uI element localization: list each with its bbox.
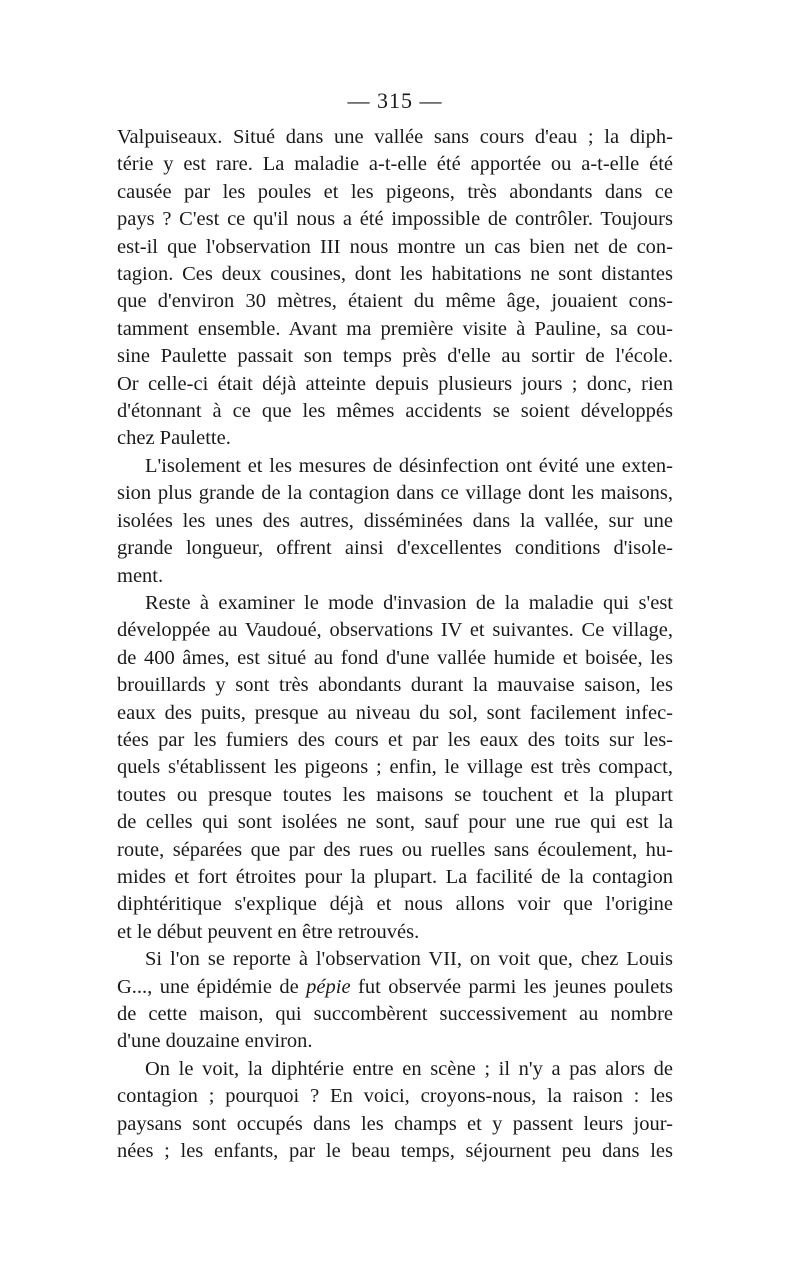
text-line: Or celle-ci était déjà atteinte depuis plusieurs jours ; donc, rien <box>117 372 673 395</box>
text-line: de cette maison, qui succombèrent successivement au nombre <box>117 1003 673 1025</box>
italic-term: pépie <box>306 975 351 998</box>
paragraph <box>117 590 673 946</box>
text-line: L'isolement et les mesures de désinfection ont évité une exten- <box>145 454 673 477</box>
text-line: nées ; les enfants, par le beau temps, séjournent peu dans les <box>117 1140 673 1163</box>
text-line: eaux des puits, presque au niveau du sol, sont facilement infec- <box>117 701 673 724</box>
text-line: pays ? C'est ce qu'il nous a été impossible de contrôler. Toujours <box>117 208 673 231</box>
text-line: Si l'on se reporte à l'observation VII, on voit que, chez Louis <box>145 948 673 971</box>
text-line: isolées les unes des autres, disséminées dans la vallée, sur une <box>117 509 673 532</box>
text-line: de 400 âmes, est situé au fond d'une vallée humide et boisée, les <box>117 646 673 669</box>
text-line: grande longueur, offrent ainsi d'excellentes conditions d'isole- <box>117 537 673 560</box>
text-line: sion plus grande de la contagion dans ce village dont les maisons, <box>117 482 673 505</box>
text-line: contagion ; pourquoi ? En voici, croyons-nous, la raison : les <box>117 1085 673 1108</box>
page-number: — 315 — <box>347 88 443 113</box>
text-line: d'une douzaine environ. <box>117 1030 313 1053</box>
text-line: ment. <box>117 564 164 587</box>
text-line: de celles qui sont isolées ne sont, sauf pour une rue qui est la <box>117 811 673 834</box>
text-line: Valpuiseaux. Situé dans une vallée sans cours d'eau ; la diph- <box>117 126 673 148</box>
paragraph <box>117 453 673 590</box>
text-line: d'étonnant à ce que les mêmes accidents se soient développés <box>117 400 673 423</box>
text-line: térie y est rare. La maladie a-t-elle été apportée ou a-t-elle été <box>117 153 673 176</box>
text-line: que d'environ 30 mètres, étaient du même âge, jouaient cons- <box>117 290 673 313</box>
paragraph <box>117 124 673 453</box>
text-line: tamment ensemble. Avant ma première visite à Pauline, sa cou- <box>117 317 673 340</box>
text-line: sine Paulette passait son temps près d'elle au sortir de l'école. <box>117 345 673 368</box>
text-line: quels s'établissent les pigeons ; enfin, le village est très compact, <box>117 756 673 779</box>
text-line: On le voit, la diphtérie entre en scène ; il n'y a pas alors de <box>145 1057 673 1080</box>
text-line: tagion. Ces deux cousines, dont les habitations ne sont distantes <box>117 263 673 286</box>
text-line: et le début peuvent en être retrouvés. <box>117 920 420 943</box>
text-line: paysans sont occupés dans les champs et y passent leurs jour- <box>117 1112 673 1135</box>
body-text <box>117 124 673 1165</box>
text-line: Reste à examiner le mode d'invasion de la maladie qui s'est <box>145 591 673 614</box>
book-page <box>117 88 673 1208</box>
text-line: diphtéritique s'explique déjà et nous allons voir que l'origine <box>117 893 673 916</box>
text-line: toutes ou presque toutes les maisons se touchent et la plupart <box>117 783 673 806</box>
paragraph <box>117 946 673 1056</box>
text-line: tées par les fumiers des cours et par les eaux des toits sur les- <box>117 728 673 751</box>
paragraph <box>117 1056 673 1166</box>
text-line: brouillards y sont très abondants durant la mauvaise saison, les <box>117 674 673 697</box>
text-line: chez Paulette. <box>117 427 231 450</box>
text-line: causée par les poules et les pigeons, très abondants dans ce <box>117 180 673 203</box>
text-line: G..., une épidémie de pépie fut observée parmi les jeunes poulets <box>117 975 673 998</box>
text-line: est-il que l'observation III nous montre un cas bien net de con- <box>117 235 673 258</box>
text-line: route, séparées que par des rues ou ruelles sans écoulement, hu- <box>117 838 673 861</box>
text-line: mides et fort étroites pour la plupart. La facilité de la contagion <box>117 865 673 888</box>
text-line: développée au Vaudoué, observations IV et suivantes. Ce village, <box>117 619 673 642</box>
